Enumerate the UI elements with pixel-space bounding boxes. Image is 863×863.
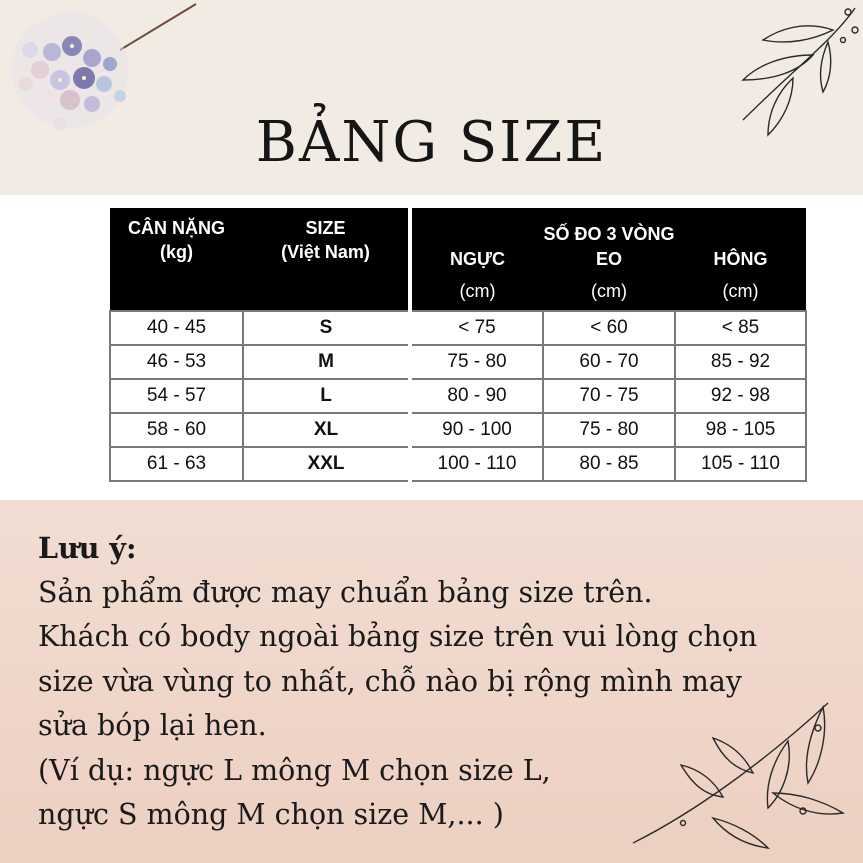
weight-cell: 40 - 45	[110, 311, 243, 345]
note-line: Sản phẩm được may chuẩn bảng size trên.	[38, 575, 653, 609]
hip-unit: (cm)	[675, 272, 806, 311]
size-table	[109, 208, 807, 482]
hip-cell: 105 - 110	[675, 447, 806, 481]
chest-cell: < 75	[410, 311, 543, 345]
waist-cell: 70 - 75	[543, 379, 675, 413]
weight-column-header: CÂN NẶNG (kg)	[110, 208, 243, 272]
weight-unit-cell	[110, 272, 243, 311]
size-unit-cell	[243, 272, 410, 311]
weight-cell: 46 - 53	[110, 345, 243, 379]
note-line: size vừa vùng to nhất, chỗ nào bị rộng mình may	[38, 664, 742, 698]
waist-unit: (cm)	[543, 272, 675, 311]
hip-cell: 85 - 92	[675, 345, 806, 379]
note-line: sửa bóp lại hen.	[38, 709, 267, 742]
waist-cell: 80 - 85	[543, 447, 675, 481]
table-unit-row	[110, 272, 806, 311]
leaf-branch-bottom-right-icon	[623, 693, 863, 853]
hip-cell: < 85	[675, 311, 806, 345]
note-line: (Ví dụ: ngực L mông M chọn size L,	[38, 753, 551, 787]
table-row	[110, 413, 806, 447]
waist-column-header: EO	[543, 246, 675, 272]
hip-cell: 92 - 98	[675, 379, 806, 413]
waist-cell: 60 - 70	[543, 345, 675, 379]
note-line: Khách có body ngoài bảng size trên vui lòng chọn	[38, 620, 758, 653]
note-title: Lưu ý:	[38, 531, 137, 565]
hip-column-header: HÔNG	[675, 246, 806, 272]
chest-unit: (cm)	[410, 272, 543, 311]
chest-cell: 75 - 80	[410, 345, 543, 379]
size-cell: XL	[243, 413, 410, 447]
chest-cell: 90 - 100	[410, 413, 543, 447]
weight-cell: 54 - 57	[110, 379, 243, 413]
size-cell: XXL	[243, 447, 410, 481]
chest-cell: 100 - 110	[410, 447, 543, 481]
note-line: ngực S mông M chọn size M,... )	[38, 798, 504, 831]
table-row	[110, 447, 806, 481]
table-row	[110, 345, 806, 379]
size-cell: L	[243, 379, 410, 413]
weight-cell: 61 - 63	[110, 447, 243, 481]
size-column-header: SIZE (Việt Nam)	[243, 208, 410, 272]
page-title: BẢNG SIZE	[255, 110, 608, 175]
weight-cell: 58 - 60	[110, 413, 243, 447]
hip-cell: 98 - 105	[675, 413, 806, 447]
measurements-group-header: SỐ ĐO 3 VÒNG	[410, 208, 806, 246]
table-row	[110, 379, 806, 413]
chest-cell: 80 - 90	[410, 379, 543, 413]
table-header-row	[110, 208, 806, 246]
size-cell: S	[243, 311, 410, 345]
chest-column-header: NGỰC	[410, 246, 543, 272]
waist-cell: 75 - 80	[543, 413, 675, 447]
waist-cell: < 60	[543, 311, 675, 345]
table-row	[110, 311, 806, 345]
size-cell: M	[243, 345, 410, 379]
